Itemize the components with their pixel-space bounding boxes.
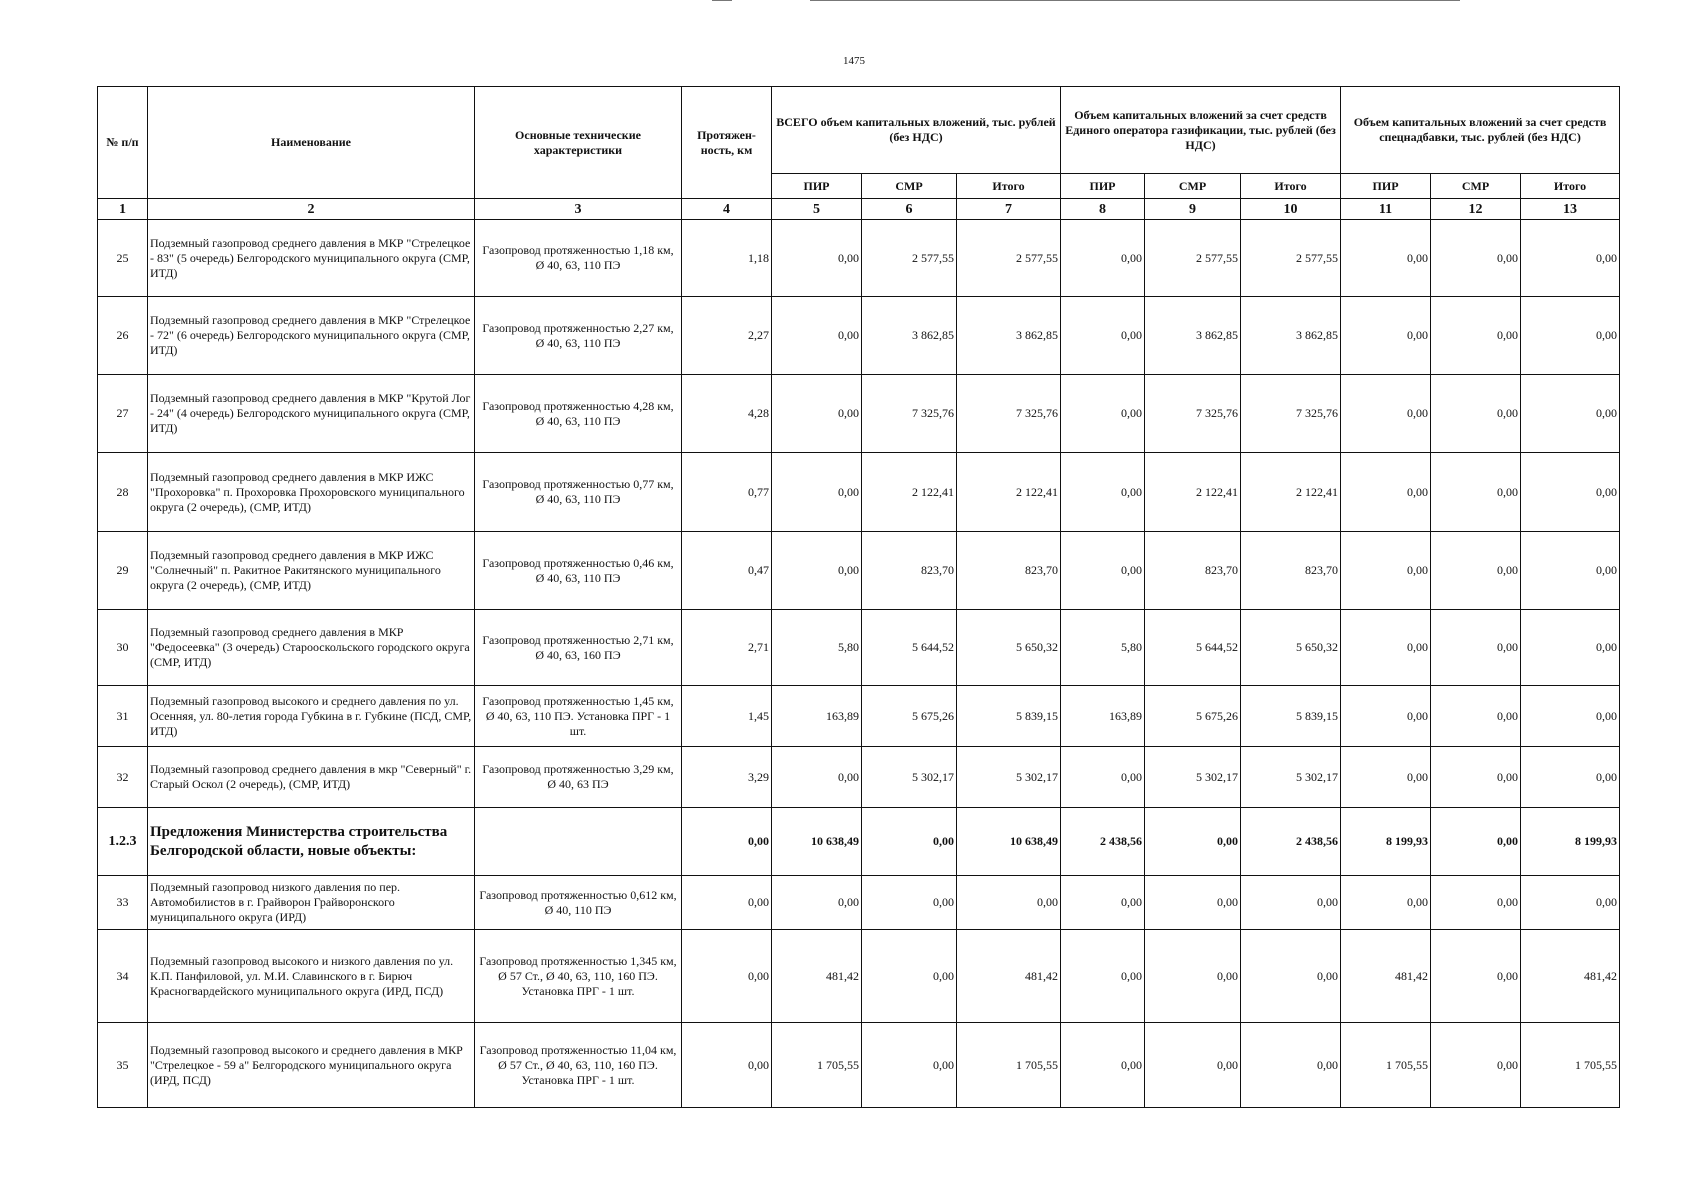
total-sum-value: 5 839,15	[957, 686, 1061, 747]
operator-sum-value: 5 839,15	[1241, 686, 1341, 747]
technical-specs: Газопровод протяженностью 2,71 км, Ø 40, 63, 160 ПЭ	[475, 610, 682, 686]
header-specs: Основные технические характеристики	[475, 87, 682, 199]
column-number: 3	[475, 199, 682, 220]
column-number: 4	[682, 199, 772, 220]
technical-specs: Газопровод протяженностью 0,77 км, Ø 40, 63, 110 ПЭ	[475, 453, 682, 532]
total-smr-value: 3 862,85	[862, 297, 957, 375]
table-row	[98, 876, 1620, 930]
subheader-total: Итого	[957, 174, 1061, 199]
operator-pir-value: 0,00	[1061, 220, 1145, 297]
operator-smr-value: 5 302,17	[1145, 747, 1241, 808]
total-smr-value: 2 122,41	[862, 453, 957, 532]
object-name: Подземный газопровод среднего давления в МКР "Федосеевка" (3 очередь) Старооскольского городского округа (СМР, ИТД)	[148, 610, 475, 686]
operator-sum-value: 3 862,85	[1241, 297, 1341, 375]
operator-sum-value: 2 122,41	[1241, 453, 1341, 532]
total-pir-value: 163,89	[772, 686, 862, 747]
total-smr-value: 823,70	[862, 532, 957, 610]
technical-specs: Газопровод протяженностью 3,29 км, Ø 40, 63 ПЭ	[475, 747, 682, 808]
object-name: Подземный газопровод среднего давления в МКР ИЖС "Прохоровка" п. Прохоровка Прохоровского муниципального округа (2 очередь), (СМР, ИТД)	[148, 453, 475, 532]
operator-smr-value: 2 122,41	[1145, 453, 1241, 532]
operator-sum-value: 2 438,56	[1241, 808, 1341, 876]
operator-pir-value: 2 438,56	[1061, 808, 1145, 876]
object-name: Подземный газопровод среднего давления в МКР "Стрелецкое - 83" (5 очередь) Белгородского муниципального округа (СМР, ИТД)	[148, 220, 475, 297]
length-km: 2,27	[682, 297, 772, 375]
operator-sum-value: 0,00	[1241, 876, 1341, 930]
object-name: Подземный газопровод среднего давления в МКР "Крутой Лог - 24" (4 очередь) Белгородского муниципального округа (СМР, ИТД)	[148, 375, 475, 453]
table-row	[98, 610, 1620, 686]
total-sum-value: 0,00	[957, 876, 1061, 930]
operator-smr-value: 7 325,76	[1145, 375, 1241, 453]
special-sum-value: 0,00	[1521, 610, 1620, 686]
special-sum-value: 481,42	[1521, 930, 1620, 1023]
special-pir-value: 0,00	[1341, 686, 1431, 747]
special-smr-value: 0,00	[1431, 876, 1521, 930]
total-pir-value: 0,00	[772, 876, 862, 930]
special-sum-value: 0,00	[1521, 220, 1620, 297]
column-number: 11	[1341, 199, 1431, 220]
column-number: 10	[1241, 199, 1341, 220]
subheader-pir: ПИР	[1341, 174, 1431, 199]
technical-specs: Газопровод протяженностью 11,04 км, Ø 57 Ст., Ø 40, 63, 110, 160 ПЭ. Установка ПРГ - 1 шт.	[475, 1023, 682, 1108]
object-name: Подземный газопровод высокого и среднего давления в МКР "Стрелецкое - 59 а" Белгородского муниципального округа (ИРД, ПСД)	[148, 1023, 475, 1108]
table-row	[98, 930, 1620, 1023]
object-name: Подземный газопровод среднего давления в МКР ИЖС "Солнечный" п. Ракитное Ракитянского муниципального округа (2 очередь), (СМР, ИТД)	[148, 532, 475, 610]
operator-sum-value: 0,00	[1241, 930, 1341, 1023]
total-smr-value: 0,00	[862, 876, 957, 930]
length-km: 0,00	[682, 876, 772, 930]
special-sum-value: 0,00	[1521, 453, 1620, 532]
subheader-total: Итого	[1521, 174, 1620, 199]
object-name: Подземный газопровод высокого и среднего давления по ул. Осенняя, ул. 80-летия города Губкина в г. Губкине (ПСД, СМР, ИТД)	[148, 686, 475, 747]
total-pir-value: 1 705,55	[772, 1023, 862, 1108]
subheader-smr: СМР	[1431, 174, 1521, 199]
object-name: Подземный газопровод высокого и низкого давления по ул. К.П. Панфиловой, ул. М.И. Славинского в г. Бирюч Красногвардейского муниципального округа (ИРД, ПСД)	[148, 930, 475, 1023]
total-pir-value: 0,00	[772, 453, 862, 532]
length-km: 0,77	[682, 453, 772, 532]
special-pir-value: 0,00	[1341, 220, 1431, 297]
length-km: 0,00	[682, 1023, 772, 1108]
operator-pir-value: 0,00	[1061, 297, 1145, 375]
operator-sum-value: 7 325,76	[1241, 375, 1341, 453]
operator-pir-value: 0,00	[1061, 532, 1145, 610]
column-number: 7	[957, 199, 1061, 220]
table-row	[98, 220, 1620, 297]
operator-pir-value: 5,80	[1061, 610, 1145, 686]
total-sum-value: 481,42	[957, 930, 1061, 1023]
total-pir-value: 0,00	[772, 532, 862, 610]
operator-smr-value: 0,00	[1145, 1023, 1241, 1108]
object-name: Подземный газопровод среднего давления в мкр "Северный" г. Старый Оскол (2 очередь), (СМР, ИТД)	[148, 747, 475, 808]
row-number: 34	[98, 930, 148, 1023]
special-smr-value: 0,00	[1431, 532, 1521, 610]
operator-pir-value: 0,00	[1061, 1023, 1145, 1108]
total-sum-value: 2 122,41	[957, 453, 1061, 532]
special-pir-value: 8 199,93	[1341, 808, 1431, 876]
special-sum-value: 0,00	[1521, 876, 1620, 930]
total-sum-value: 1 705,55	[957, 1023, 1061, 1108]
table-row	[98, 747, 1620, 808]
special-smr-value: 0,00	[1431, 375, 1521, 453]
total-smr-value: 5 644,52	[862, 610, 957, 686]
operator-smr-value: 5 644,52	[1145, 610, 1241, 686]
header-total-group: ВСЕГО объем капитальных вложений, тыс. рублей (без НДС)	[772, 87, 1061, 174]
technical-specs: Газопровод протяженностью 1,18 км, Ø 40, 63, 110 ПЭ	[475, 220, 682, 297]
total-pir-value: 5,80	[772, 610, 862, 686]
special-smr-value: 0,00	[1431, 747, 1521, 808]
subheader-pir: ПИР	[1061, 174, 1145, 199]
column-number: 1	[98, 199, 148, 220]
total-sum-value: 10 638,49	[957, 808, 1061, 876]
special-pir-value: 0,00	[1341, 453, 1431, 532]
total-smr-value: 7 325,76	[862, 375, 957, 453]
special-pir-value: 0,00	[1341, 747, 1431, 808]
column-number: 9	[1145, 199, 1241, 220]
column-number: 5	[772, 199, 862, 220]
total-sum-value: 823,70	[957, 532, 1061, 610]
total-sum-value: 7 325,76	[957, 375, 1061, 453]
top-scan-line-left	[712, 0, 732, 1]
total-sum-value: 5 302,17	[957, 747, 1061, 808]
total-pir-value: 481,42	[772, 930, 862, 1023]
special-smr-value: 0,00	[1431, 220, 1521, 297]
operator-sum-value: 5 302,17	[1241, 747, 1341, 808]
column-number-row	[98, 199, 1620, 220]
special-smr-value: 0,00	[1431, 808, 1521, 876]
operator-sum-value: 5 650,32	[1241, 610, 1341, 686]
special-pir-value: 0,00	[1341, 876, 1431, 930]
special-sum-value: 8 199,93	[1521, 808, 1620, 876]
section-row	[98, 808, 1620, 876]
special-sum-value: 1 705,55	[1521, 1023, 1620, 1108]
special-sum-value: 0,00	[1521, 297, 1620, 375]
operator-pir-value: 0,00	[1061, 747, 1145, 808]
total-pir-value: 0,00	[772, 375, 862, 453]
header-special-group: Объем капитальных вложений за счет средств спецнадбавки, тыс. рублей (без НДС)	[1341, 87, 1620, 174]
length-km: 1,45	[682, 686, 772, 747]
special-smr-value: 0,00	[1431, 297, 1521, 375]
total-pir-value: 0,00	[772, 220, 862, 297]
row-number: 27	[98, 375, 148, 453]
capital-investment-table	[97, 86, 1620, 1108]
total-smr-value: 2 577,55	[862, 220, 957, 297]
special-pir-value: 0,00	[1341, 375, 1431, 453]
row-number: 33	[98, 876, 148, 930]
object-name: Предложения Министерства строительства Белгородской области, новые объекты:	[148, 808, 475, 876]
operator-pir-value: 0,00	[1061, 375, 1145, 453]
special-pir-value: 481,42	[1341, 930, 1431, 1023]
technical-specs: Газопровод протяженностью 1,45 км, Ø 40, 63, 110 ПЭ. Установка ПРГ - 1 шт.	[475, 686, 682, 747]
special-smr-value: 0,00	[1431, 610, 1521, 686]
operator-smr-value: 0,00	[1145, 930, 1241, 1023]
technical-specs	[475, 808, 682, 876]
total-pir-value: 0,00	[772, 297, 862, 375]
operator-smr-value: 823,70	[1145, 532, 1241, 610]
column-number: 13	[1521, 199, 1620, 220]
operator-smr-value: 2 577,55	[1145, 220, 1241, 297]
table-row	[98, 453, 1620, 532]
total-sum-value: 5 650,32	[957, 610, 1061, 686]
row-number: 26	[98, 297, 148, 375]
special-sum-value: 0,00	[1521, 686, 1620, 747]
subheader-smr: СМР	[862, 174, 957, 199]
total-smr-value: 0,00	[862, 930, 957, 1023]
special-pir-value: 0,00	[1341, 532, 1431, 610]
special-smr-value: 0,00	[1431, 930, 1521, 1023]
length-km: 0,47	[682, 532, 772, 610]
subheader-pir: ПИР	[772, 174, 862, 199]
operator-pir-value: 163,89	[1061, 686, 1145, 747]
row-number: 35	[98, 1023, 148, 1108]
column-number: 12	[1431, 199, 1521, 220]
special-smr-value: 0,00	[1431, 686, 1521, 747]
special-pir-value: 1 705,55	[1341, 1023, 1431, 1108]
top-scan-line-right	[810, 0, 1460, 1]
operator-sum-value: 823,70	[1241, 532, 1341, 610]
length-km: 3,29	[682, 747, 772, 808]
special-sum-value: 0,00	[1521, 747, 1620, 808]
total-sum-value: 2 577,55	[957, 220, 1061, 297]
total-pir-value: 0,00	[772, 747, 862, 808]
row-number: 29	[98, 532, 148, 610]
table-row	[98, 1023, 1620, 1108]
operator-smr-value: 5 675,26	[1145, 686, 1241, 747]
length-km: 0,00	[682, 930, 772, 1023]
operator-sum-value: 2 577,55	[1241, 220, 1341, 297]
operator-smr-value: 0,00	[1145, 808, 1241, 876]
operator-smr-value: 3 862,85	[1145, 297, 1241, 375]
technical-specs: Газопровод протяженностью 2,27 км, Ø 40, 63, 110 ПЭ	[475, 297, 682, 375]
technical-specs: Газопровод протяженностью 0,46 км, Ø 40, 63, 110 ПЭ	[475, 532, 682, 610]
row-number: 25	[98, 220, 148, 297]
object-name: Подземный газопровод низкого давления по пер. Автомобилистов в г. Грайворон Грайворонского муниципального округа (ИРД)	[148, 876, 475, 930]
header-operator-group: Объем капитальных вложений за счет средств Единого оператора газификации, тыс. рублей (без НДС)	[1061, 87, 1341, 174]
table-row	[98, 297, 1620, 375]
table-row	[98, 375, 1620, 453]
total-smr-value: 5 675,26	[862, 686, 957, 747]
header-length: Протяжен-ность, км	[682, 87, 772, 199]
row-number: 30	[98, 610, 148, 686]
operator-sum-value: 0,00	[1241, 1023, 1341, 1108]
special-sum-value: 0,00	[1521, 532, 1620, 610]
header-num: № п/п	[98, 87, 148, 199]
technical-specs: Газопровод протяженностью 4,28 км, Ø 40, 63, 110 ПЭ	[475, 375, 682, 453]
row-number: 31	[98, 686, 148, 747]
row-number: 32	[98, 747, 148, 808]
header-name: Наименование	[148, 87, 475, 199]
column-number: 2	[148, 199, 475, 220]
row-number: 28	[98, 453, 148, 532]
subheader-total: Итого	[1241, 174, 1341, 199]
table-row	[98, 532, 1620, 610]
special-pir-value: 0,00	[1341, 297, 1431, 375]
column-number: 8	[1061, 199, 1145, 220]
special-smr-value: 0,00	[1431, 453, 1521, 532]
row-number: 1.2.3	[98, 808, 148, 876]
operator-pir-value: 0,00	[1061, 876, 1145, 930]
length-km: 1,18	[682, 220, 772, 297]
operator-smr-value: 0,00	[1145, 876, 1241, 930]
total-pir-value: 10 638,49	[772, 808, 862, 876]
technical-specs: Газопровод протяженностью 0,612 км, Ø 40, 110 ПЭ	[475, 876, 682, 930]
length-km: 4,28	[682, 375, 772, 453]
operator-pir-value: 0,00	[1061, 930, 1145, 1023]
technical-specs: Газопровод протяженностью 1,345 км, Ø 57 Ст., Ø 40, 63, 110, 160 ПЭ. Установка ПРГ - 1 шт.	[475, 930, 682, 1023]
total-smr-value: 0,00	[862, 808, 957, 876]
special-smr-value: 0,00	[1431, 1023, 1521, 1108]
column-number: 6	[862, 199, 957, 220]
operator-pir-value: 0,00	[1061, 453, 1145, 532]
special-sum-value: 0,00	[1521, 375, 1620, 453]
total-smr-value: 0,00	[862, 1023, 957, 1108]
total-sum-value: 3 862,85	[957, 297, 1061, 375]
total-smr-value: 5 302,17	[862, 747, 957, 808]
special-pir-value: 0,00	[1341, 610, 1431, 686]
length-km: 2,71	[682, 610, 772, 686]
length-km: 0,00	[682, 808, 772, 876]
subheader-smr: СМР	[1145, 174, 1241, 199]
table-body	[98, 220, 1620, 1108]
object-name: Подземный газопровод среднего давления в МКР "Стрелецкое - 72" (6 очередь) Белгородского муниципального округа (СМР, ИТД)	[148, 297, 475, 375]
table-row	[98, 686, 1620, 747]
page-number: 1475	[843, 55, 865, 67]
